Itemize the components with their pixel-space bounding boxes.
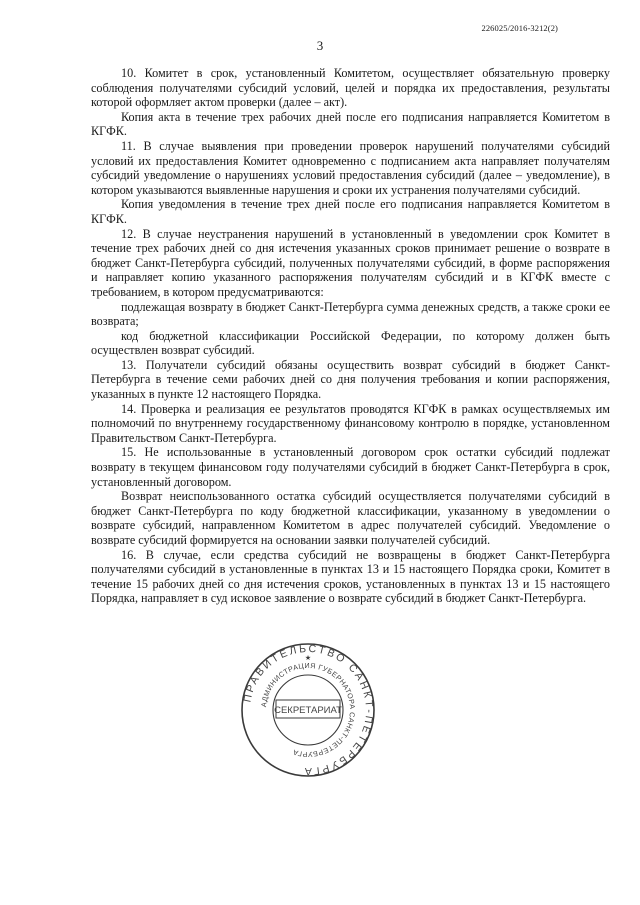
official-stamp	[240, 642, 376, 778]
stamp-inner-text: АДМИНИСТРАЦИЯ ГУБЕРНАТОРА САНКТ-ПЕТЕРБУРГА	[259, 660, 358, 760]
paragraph-12-amount: подлежащая возврату в бюджет Санкт-Петербурга сумма денежных средств, а также сроки ее возврата;	[91, 299, 610, 329]
paragraph-15-return: Возврат неиспользованного остатка субсидий осуществляется получателями субсидий в бюджет Санкт-Петербурга по коду бюджетной классификации, указанному в уведомлении о возврате субсидий, направленном Комитетом в адрес получателей субсидий. Уведомление о возврате субсидий формируется на основании заявки получателей субсидий.	[91, 489, 610, 547]
stamp-outer-text: ПРАВИТЕЛЬСТВО САНКТ-ПЕТЕРБУРГА	[241, 642, 376, 778]
paragraph-12-code: код бюджетной классификации Российской Федерации, по которому должен быть осуществлен возврат субсидий.	[91, 328, 610, 358]
paragraph-10: 10. Комитет в срок, установленный Комитетом, осуществляет обязательную проверку соблюдения получателями субсидий условий, целей и порядка их предоставления, результаты которой оформляет актом проверки (далее – акт).	[91, 66, 610, 110]
svg-text:★: ★	[304, 654, 312, 662]
paragraph-13: 13. Получатели субсидий обязаны осуществить возврат субсидий в бюджет Санкт-Петербурга в течение семи рабочих дней со дня получения требования и копии распоряжения, указанных в пункте 12 настоящего Порядка.	[91, 357, 610, 402]
paragraph-10-copy: Копия акта в течение трех рабочих дней после его подписания направляется Комитетом в КГФК.	[91, 109, 610, 139]
stamp-seal-icon	[240, 642, 376, 778]
paragraph-11: 11. В случае выявления при проведении проверок нарушений получателями субсидий условий их предоставления Комитет одновременно с подписанием акта направляет получателям субсидий уведомление о нарушениях условий предоставления субсидий (далее – уведомление), в котором указываются выявленные нарушения и сроки их устранения получателями субсидий.	[91, 138, 610, 197]
page-number: 3	[316, 38, 324, 53]
stamp-center-text: СЕКРЕТАРИАТ	[274, 705, 342, 716]
registration-number: 226025/2016-3212(2)	[481, 23, 558, 33]
paragraph-14: 14. Проверка и реализация ее результатов проводятся КГФК в рамках осуществляемых им полномочий по внутреннему государственному финансовому контролю в порядке, установленном Правительством Санкт-Петербурга.	[91, 401, 610, 445]
paragraph-15: 15. Не использованные в установленный договором срок остатки субсидий подлежат возврату в текущем финансовом году получателями субсидий в бюджет Санкт-Петербурга в срок, установленный договором.	[91, 445, 610, 489]
paragraph-12: 12. В случае неустранения нарушений в установленный в уведомлении срок Комитет в течение трех рабочих дней со дня истечения указанных сроков принимает решение о возврате в бюджет Санкт-Петербурга субсидий, полученных получателями субсидий, в форме распоряжения и направляет копию указанного распоряжения получателям субсидий и в КГФК вместе с требованием, в котором предусматриваются:	[91, 226, 610, 299]
document-body	[91, 66, 610, 606]
paragraph-11-copy: Копия уведомления в течение трех дней после его подписания направляется Комитетом в КГФК.	[91, 197, 610, 226]
paragraph-16: 16. В случае, если средства субсидий не возвращены в бюджет Санкт-Петербурга получателями субсидий в установленные в пунктах 13 и 15 настоящего Порядка сроки, Комитет в течение 15 рабочих дней со дня истечения сроков, установленных в пунктах 13 и 15 настоящего Порядка, направляет в суд исковое заявление о возврате субсидий в бюджет Санкт-Петербурга.	[91, 547, 610, 606]
